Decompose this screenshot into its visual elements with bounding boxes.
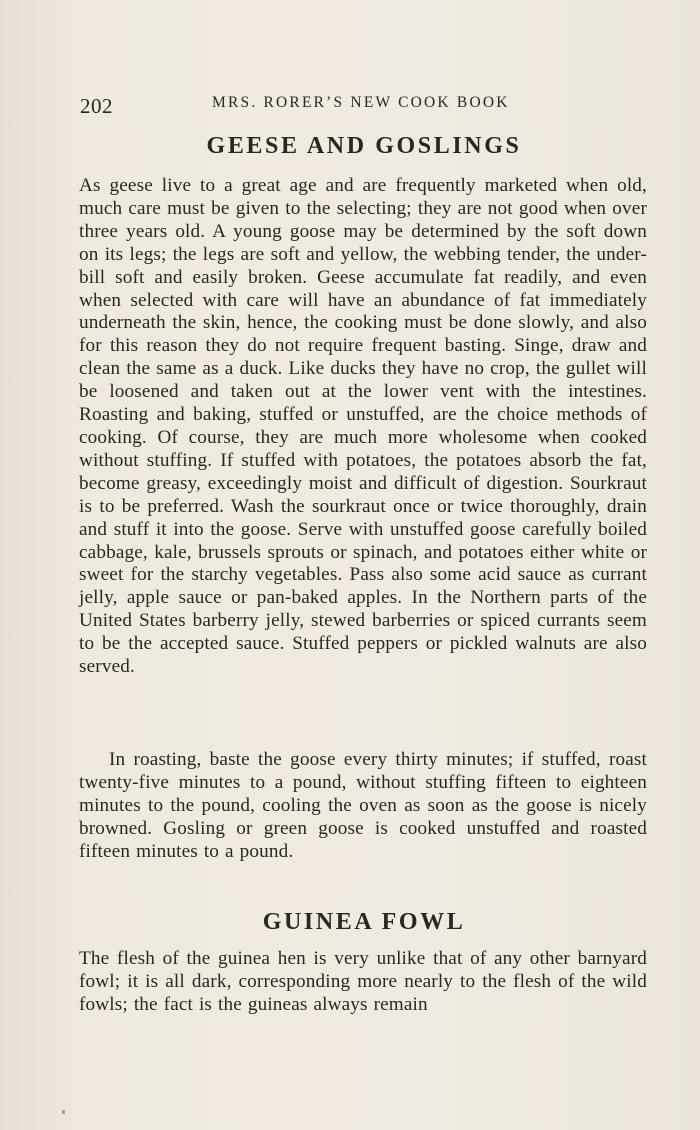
running-head <box>80 92 648 120</box>
paragraph-geese-selection: As geese live to a great age and are frequently marketed when old, much care must be given to the selecting; they are not good when over three years old. A young goose may be determined by the soft down on its legs; the legs are soft and yellow, the webbing tender, the under-bill soft and easily broken. Geese accumulate fat readily, and even when selected with care will have an abundance of fat immediately underneath the skin, hence, the cooking must be done slowly, and also for this reason they do not require frequent basting. Singe, draw and clean the same as a duck. Like ducks they have no crop, the gullet will be loosened and taken out at the lower vent with the intestines. Roasting and baking, stuffed or unstuffed, are the choice methods of cooking. Of course, they are much more wholesome when cooked without stuffing. If stuffed with potatoes, the potatoes absorb the fat, become greasy, exceedingly moist and difficult of digestion. Sourkraut is to be preferred. Wash the sourkraut once or twice thoroughly, drain and stuff it into the goose. Serve with unstuffed goose carefully boiled cabbage, kale, brussels sprouts or spinach, and potatoes either white or sweet for the starchy vegetables. Pass also some acid sauce as currant jelly, apple sauce or pan-baked apples. In the Northern parts of the United States barberry jelly, stewed barberries or spiced currants seem to be the accepted sauce. Stuffed peppers or pickled walnuts are also served. <box>79 175 647 678</box>
paper-speck <box>62 1110 65 1114</box>
paragraph-guinea-flesh: The flesh of the guinea hen is very unlike that of any other barnyard fowl; it is all dark, corresponding more nearly to the flesh of the wild fowls; the fact is the guineas always remain <box>79 948 647 1015</box>
section-heading-guinea-fowl: GUINEA FOWL <box>262 909 466 935</box>
page-number: 202 <box>80 94 113 118</box>
section-heading-geese-and-goslings: GEESE AND GOSLINGS <box>206 133 522 159</box>
paragraph-geese-roasting: In roasting, baste the goose every thirty minutes; if stuffed, roast twenty-five minutes to a pound, without stuffing fifteen to eighteen minutes to the pound, cooling the oven as soon as the goose is nicely browned. Gosling or green goose is cooked unstuffed and roasted fifteen minutes to a pound. <box>79 749 647 862</box>
running-title: MRS. RORER’S NEW COOK BOOK <box>212 94 510 111</box>
